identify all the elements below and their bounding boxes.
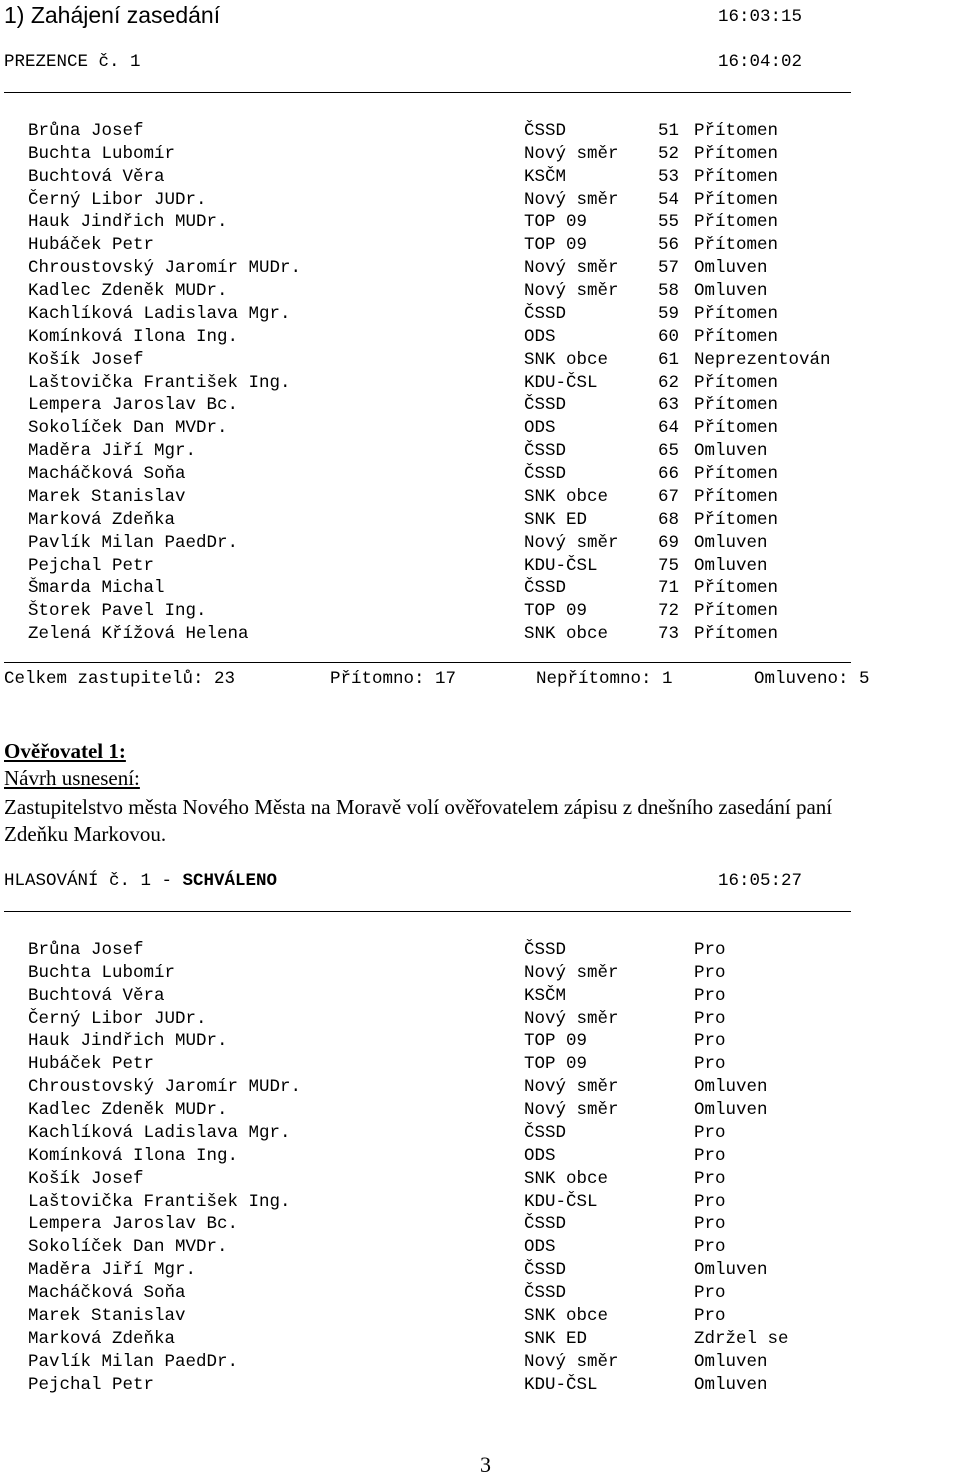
summary-present: Přítomno: 17 (330, 669, 457, 689)
member-party: ČSSD (524, 441, 567, 462)
voter-party: ODS (524, 1237, 556, 1258)
voter-party: ČSSD (524, 940, 567, 960)
member-status: Omluven (694, 258, 768, 279)
member-party: Nový směr (524, 281, 619, 302)
member-number: 75 (658, 555, 680, 576)
member-number: 64 (658, 418, 680, 439)
member-number: 54 (658, 189, 680, 210)
voter-party: TOP 09 (524, 1031, 588, 1052)
member-status: Neprezentován (694, 349, 831, 370)
voter-party: SNK obce (524, 1305, 609, 1326)
section-title: 1) Zahájení zasedání (4, 2, 221, 28)
member-status: Přítomen (694, 235, 779, 256)
voter-party: ČSSD (524, 1122, 567, 1143)
voter-name: Komínková Ilona Ing. (28, 1145, 239, 1166)
member-status: Přítomen (694, 372, 779, 393)
member-status: Přítomen (694, 509, 779, 530)
member-party: TOP 09 (524, 235, 588, 256)
member-name: Laštovička František Ing. (28, 372, 291, 393)
proposal-text-line2: Zdeňku Markovou. (4, 822, 167, 846)
voter-vote: Pro (694, 985, 726, 1006)
member-name: Buchta Lubomír (28, 143, 176, 164)
member-status: Přítomen (694, 395, 779, 416)
member-number: 58 (658, 281, 680, 302)
voter-party: Nový směr (524, 1351, 619, 1372)
divider (4, 911, 851, 912)
member-party: ČSSD (524, 464, 567, 485)
member-name: Košík Josef (28, 349, 144, 370)
member-name: Marková Zdeňka (28, 509, 176, 530)
member-number: 67 (658, 486, 680, 507)
verifier-title: Ověřovatel 1: (4, 739, 126, 763)
voter-party: Nový směr (524, 1100, 619, 1121)
voter-vote: Pro (694, 1054, 726, 1075)
member-number: 57 (658, 258, 680, 279)
voter-vote: Pro (694, 1145, 726, 1166)
member-party: ČSSD (524, 578, 567, 599)
member-name: Kadlec Zdeněk MUDr. (28, 281, 228, 302)
vote-header (4, 871, 277, 891)
voter-name: Buchtová Věra (28, 985, 165, 1006)
voter-party: TOP 09 (524, 1054, 588, 1075)
member-number: 63 (658, 395, 680, 416)
member-number: 66 (658, 464, 680, 485)
member-party: ČSSD (524, 395, 567, 416)
member-number: 59 (658, 303, 680, 324)
summary-excused: Omluveno: 5 (754, 669, 870, 689)
member-number: 55 (658, 212, 680, 233)
member-party: SNK obce (524, 349, 609, 370)
member-party: Nový směr (524, 532, 619, 553)
voter-name: Macháčková Soňa (28, 1283, 186, 1304)
voter-vote: Pro (694, 1008, 726, 1029)
divider (4, 92, 851, 93)
voter-name: Maděra Jiří Mgr. (28, 1260, 197, 1281)
member-name: Buchtová Věra (28, 166, 165, 187)
member-party: ČSSD (524, 121, 567, 141)
voter-name: Marek Stanislav (28, 1305, 186, 1326)
member-name: Zelená Křížová Helena (28, 624, 249, 645)
member-status: Přítomen (694, 418, 779, 439)
member-name: Pavlík Milan PaedDr. (28, 532, 239, 553)
vote-label: HLASOVÁNÍ č. 1 - (4, 871, 183, 891)
member-number: 72 (658, 601, 680, 622)
voter-vote: Pro (694, 1122, 726, 1143)
member-number: 73 (658, 624, 680, 645)
member-status: Přítomen (694, 166, 779, 187)
voter-vote: Pro (694, 1214, 726, 1235)
voter-vote: Zdržel se (694, 1328, 789, 1349)
vote-time: 16:05:27 (718, 871, 803, 891)
voter-name: Pavlík Milan PaedDr. (28, 1351, 239, 1372)
member-party: ODS (524, 418, 556, 439)
voter-vote: Pro (694, 1031, 726, 1052)
member-status: Omluven (694, 532, 768, 553)
voter-vote: Pro (694, 940, 726, 960)
voter-name: Kachlíková Ladislava Mgr. (28, 1122, 291, 1143)
member-number: 60 (658, 326, 680, 347)
voter-name: Kadlec Zdeněk MUDr. (28, 1100, 228, 1121)
voter-party: Nový směr (524, 1077, 619, 1098)
voter-party: KSČM (524, 985, 567, 1006)
section-time: 16:03:15 (718, 7, 803, 27)
presence-label: PREZENCE č. 1 (4, 52, 141, 72)
vote-result: SCHVÁLENO (182, 871, 278, 891)
voter-name: Sokolíček Dan MVDr. (28, 1237, 228, 1258)
voter-name: Černý Libor JUDr. (28, 1008, 207, 1029)
voter-party: Nový směr (524, 1008, 619, 1029)
member-number: 65 (658, 441, 680, 462)
member-status: Přítomen (694, 624, 779, 645)
member-party: KDU-ČSL (524, 555, 598, 576)
member-status: Přítomen (694, 601, 779, 622)
proposal-text-line1: Zastupitelstvo města Nového Města na Moravě volí ověřovatelem zápisu z dnešního zasedání paní (4, 795, 833, 819)
member-party: TOP 09 (524, 601, 588, 622)
member-status: Přítomen (694, 303, 779, 324)
member-name: Hubáček Petr (28, 235, 155, 256)
voter-party: ČSSD (524, 1283, 567, 1304)
member-status: Přítomen (694, 121, 779, 141)
voter-party: KDU-ČSL (524, 1191, 598, 1212)
voter-party: ČSSD (524, 1214, 567, 1235)
member-number: 53 (658, 166, 680, 187)
voter-vote: Omluven (694, 1374, 768, 1395)
presence-time: 16:04:02 (718, 52, 803, 72)
voter-vote: Omluven (694, 1351, 768, 1372)
member-name: Lempera Jaroslav Bc. (28, 395, 239, 416)
voter-vote: Pro (694, 1191, 726, 1212)
divider (4, 662, 851, 663)
voter-party: SNK ED (524, 1328, 588, 1349)
member-status: Přítomen (694, 212, 779, 233)
member-name: Brůna Josef (28, 121, 144, 141)
voter-name: Hauk Jindřich MUDr. (28, 1031, 228, 1052)
voter-name: Chroustovský Jaromír MUDr. (28, 1077, 302, 1098)
member-name: Maděra Jiří Mgr. (28, 441, 197, 462)
member-name: Sokolíček Dan MVDr. (28, 418, 228, 439)
voter-party: Nový směr (524, 962, 619, 983)
member-party: SNK obce (524, 486, 609, 507)
voter-vote: Pro (694, 1237, 726, 1258)
member-name: Hauk Jindřich MUDr. (28, 212, 228, 233)
voter-vote: Pro (694, 1305, 726, 1326)
member-number: 69 (658, 532, 680, 553)
member-name: Marek Stanislav (28, 486, 186, 507)
voter-name: Košík Josef (28, 1168, 144, 1189)
voter-party: ČSSD (524, 1260, 567, 1281)
voter-name: Lempera Jaroslav Bc. (28, 1214, 239, 1235)
page-number: 3 (480, 1452, 491, 1477)
voter-vote: Omluven (694, 1260, 768, 1281)
member-party: KSČM (524, 166, 567, 187)
voter-name: Laštovička František Ing. (28, 1191, 291, 1212)
voter-name: Marková Zdeňka (28, 1328, 176, 1349)
member-status: Omluven (694, 441, 768, 462)
member-party: KDU-ČSL (524, 372, 598, 393)
member-status: Omluven (694, 555, 768, 576)
member-number: 51 (658, 121, 680, 141)
member-status: Přítomen (694, 326, 779, 347)
member-name: Komínková Ilona Ing. (28, 326, 239, 347)
member-name: Štorek Pavel Ing. (28, 601, 207, 622)
voter-name: Buchta Lubomír (28, 962, 176, 983)
member-status: Přítomen (694, 143, 779, 164)
summary-total: Celkem zastupitelů: 23 (4, 669, 236, 689)
voter-vote: Omluven (694, 1077, 768, 1098)
member-party: Nový směr (524, 143, 619, 164)
member-number: 61 (658, 349, 680, 370)
member-name: Kachlíková Ladislava Mgr. (28, 303, 291, 324)
member-party: Nový směr (524, 189, 619, 210)
member-number: 62 (658, 372, 680, 393)
member-name: Macháčková Soňa (28, 464, 186, 485)
member-status: Omluven (694, 281, 768, 302)
voter-vote: Omluven (694, 1100, 768, 1121)
member-number: 71 (658, 578, 680, 599)
voter-party: KDU-ČSL (524, 1374, 598, 1395)
member-party: ČSSD (524, 303, 567, 324)
member-status: Přítomen (694, 486, 779, 507)
voter-vote: Pro (694, 1283, 726, 1304)
member-party: TOP 09 (524, 212, 588, 233)
voter-vote: Pro (694, 1168, 726, 1189)
voter-name: Pejchal Petr (28, 1374, 155, 1395)
member-name: Šmarda Michal (28, 578, 165, 599)
member-party: Nový směr (524, 258, 619, 279)
member-name: Pejchal Petr (28, 555, 155, 576)
member-name: Chroustovský Jaromír MUDr. (28, 258, 302, 279)
voter-vote: Pro (694, 962, 726, 983)
member-status: Přítomen (694, 189, 779, 210)
voter-party: ODS (524, 1145, 556, 1166)
summary-absent: Nepřítomno: 1 (536, 669, 673, 689)
voter-name: Hubáček Petr (28, 1054, 155, 1075)
voter-party: SNK obce (524, 1168, 609, 1189)
member-party: ODS (524, 326, 556, 347)
member-name: Černý Libor JUDr. (28, 189, 207, 210)
member-number: 68 (658, 509, 680, 530)
proposal-label: Návrh usnesení: (4, 766, 140, 790)
member-number: 52 (658, 143, 680, 164)
member-status: Přítomen (694, 464, 779, 485)
member-party: SNK ED (524, 509, 588, 530)
voter-name: Brůna Josef (28, 940, 144, 960)
member-party: SNK obce (524, 624, 609, 645)
member-status: Přítomen (694, 578, 779, 599)
member-number: 56 (658, 235, 680, 256)
